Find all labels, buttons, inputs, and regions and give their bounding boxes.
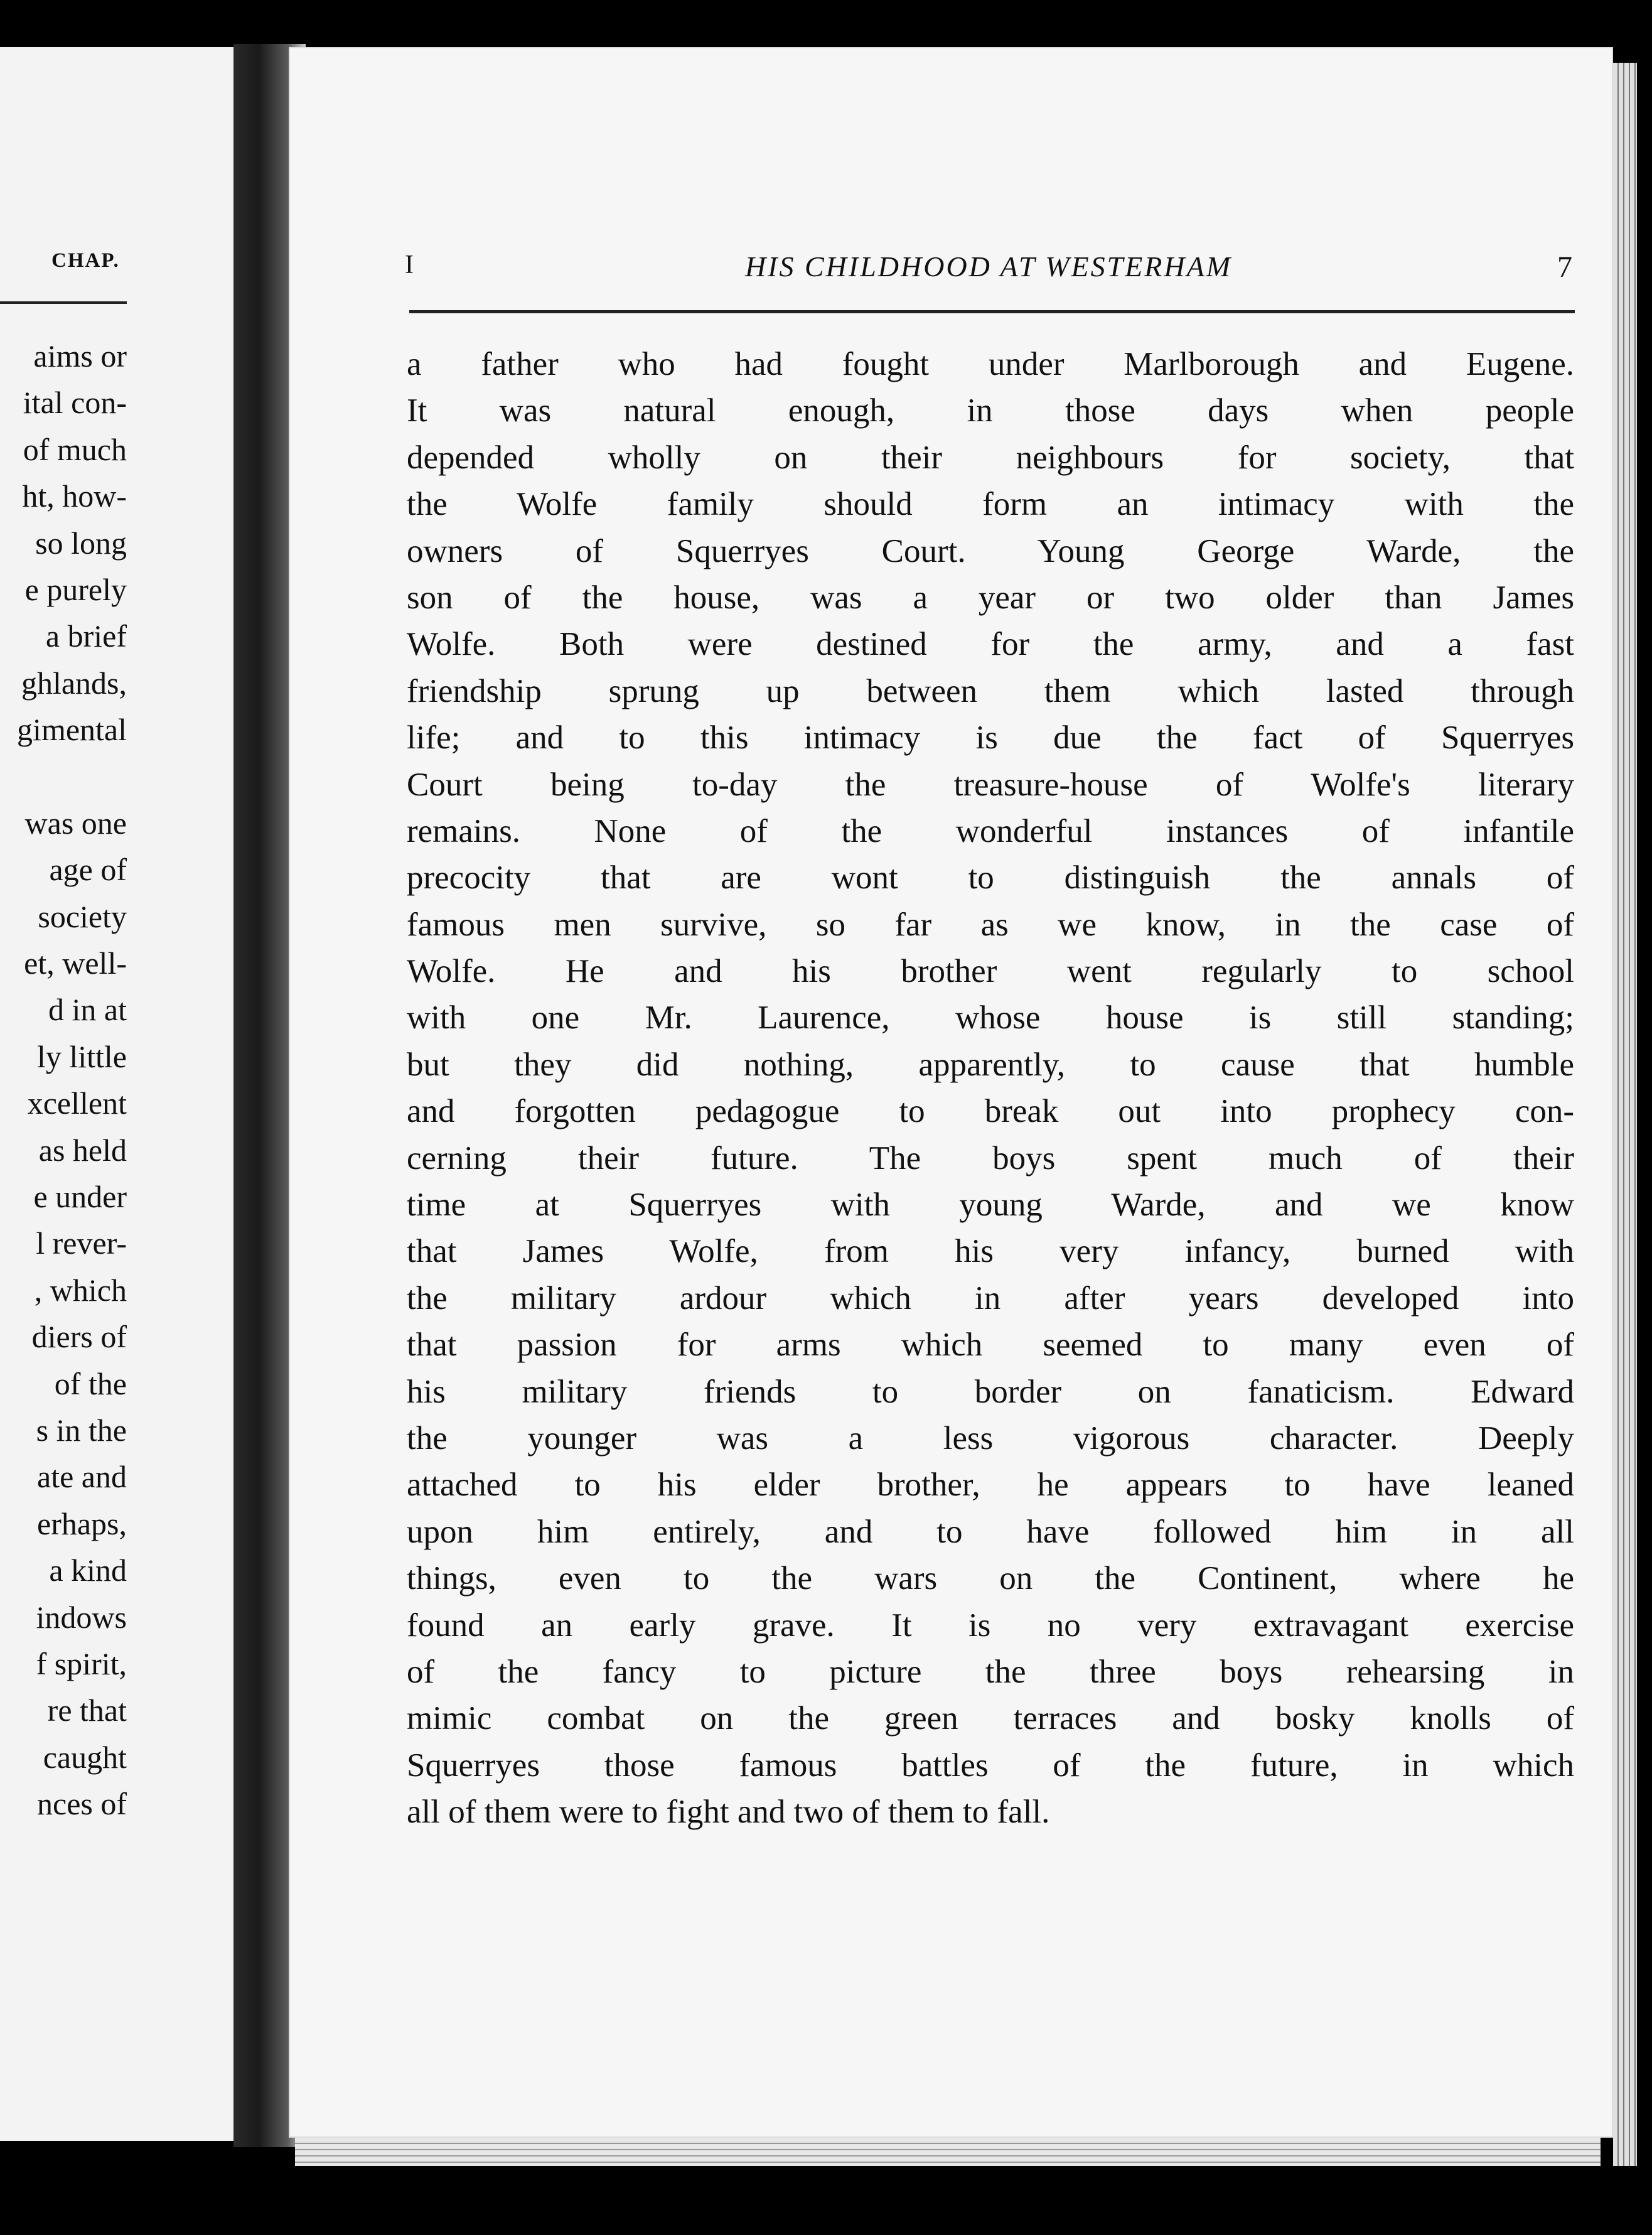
left-text-line: of the bbox=[54, 1365, 127, 1401]
text-line: found an early grave. It is no very extravagant exercise bbox=[407, 1607, 1574, 1644]
text-line: but they did nothing, apparently, to cause that humble bbox=[407, 1046, 1574, 1083]
left-text-line: re that bbox=[47, 1693, 127, 1728]
text-line: Wolfe. Both were destined for the army, and a fast bbox=[407, 626, 1574, 663]
left-text-line: xcellent bbox=[27, 1085, 127, 1121]
left-text-line: erhaps, bbox=[37, 1505, 127, 1541]
text-line: It was natural enough, in those days when people bbox=[407, 392, 1574, 429]
text-line: and forgotten pedagogue to break out into prophecy con- bbox=[407, 1093, 1574, 1130]
left-text-line: ital con- bbox=[23, 385, 127, 421]
text-line: famous men survive, so far as we know, in the case of bbox=[407, 906, 1574, 943]
text-line: the younger was a less vigorous character. Deeply bbox=[407, 1419, 1574, 1457]
left-text-line: age of bbox=[49, 852, 127, 888]
left-text-line: aims or bbox=[33, 338, 127, 374]
left-page-text bbox=[17, 333, 127, 1828]
left-text-line: et, well- bbox=[24, 945, 127, 981]
text-line: life; and to this intimacy is due the fact of Squerryes bbox=[407, 719, 1574, 757]
left-text-line: d in at bbox=[48, 992, 127, 1028]
text-line: mimic combat on the green terraces and bosky knolls of bbox=[407, 1700, 1574, 1737]
text-line: his military friends to border on fanaticism. Edward bbox=[407, 1373, 1574, 1410]
text-line: with one Mr. Laurence, whose house is still standing; bbox=[407, 999, 1574, 1037]
text-line: Wolfe. He and his brother went regularly to school bbox=[407, 953, 1574, 990]
left-text-line: gimental bbox=[17, 712, 127, 748]
left-text-line: of much bbox=[23, 431, 127, 467]
page-number: 7 bbox=[1557, 250, 1572, 284]
body-text bbox=[407, 341, 1574, 1836]
text-line: of the fancy to picture the three boys rehearsing in bbox=[407, 1653, 1574, 1690]
text-line: the Wolfe family should form an intimacy with the bbox=[407, 486, 1574, 523]
left-text-line: ly little bbox=[36, 1038, 127, 1074]
left-text-line bbox=[17, 753, 127, 800]
left-text-line: indows bbox=[36, 1599, 127, 1635]
left-text-line: so long bbox=[35, 525, 127, 561]
running-head bbox=[405, 250, 1572, 288]
left-text-line: a kind bbox=[49, 1553, 127, 1588]
left-text-line: , which bbox=[34, 1272, 127, 1308]
text-line: upon him entirely, and to have followed him in all bbox=[407, 1513, 1574, 1550]
left-text-line: s in the bbox=[36, 1412, 127, 1448]
header-rule bbox=[409, 310, 1575, 313]
left-text-line: ate and bbox=[37, 1459, 127, 1495]
left-text-line: ghlands, bbox=[21, 665, 127, 701]
text-line: friendship sprung up between them which lasted through bbox=[407, 672, 1574, 709]
left-text-line: society bbox=[38, 898, 127, 934]
left-text-line: as held bbox=[38, 1132, 127, 1168]
text-line: things, even to the wars on the Continent, where he bbox=[407, 1560, 1574, 1597]
left-text-line: e under bbox=[33, 1179, 127, 1215]
text-line: a father who had fought under Marlborough and Eugene. bbox=[407, 346, 1574, 382]
left-text-line: diers of bbox=[31, 1319, 127, 1355]
text-line: precocity that are wont to distinguish the annals of bbox=[407, 859, 1574, 897]
text-line: Court being to-day the treasure-house of Wolfe's literary bbox=[407, 766, 1574, 803]
left-text-line: a brief bbox=[45, 618, 127, 654]
left-text-line: l rever- bbox=[36, 1225, 127, 1261]
left-header-rule bbox=[0, 301, 127, 304]
left-text-line: was one bbox=[24, 805, 127, 841]
text-line: depended wholly on their neighbours for society, that bbox=[407, 439, 1574, 476]
left-text-line: ht, how- bbox=[22, 478, 127, 514]
left-facing-page bbox=[0, 47, 233, 2141]
chapter-number: I bbox=[405, 250, 414, 279]
left-running-head: CHAP. bbox=[51, 249, 120, 272]
running-title: HIS CHILDHOOD AT WESTERHAM bbox=[744, 250, 1233, 283]
text-line: all of them were to fight and two of them to fall. bbox=[407, 1794, 1050, 1831]
text-line: son of the house, was a year or two older than James bbox=[407, 579, 1574, 616]
page-edge-stack bbox=[1613, 63, 1637, 2166]
page-bottom-stack bbox=[295, 2138, 1601, 2166]
text-line: owners of Squerryes Court. Young George Warde, the bbox=[407, 532, 1574, 569]
text-line: cerning their future. The boys spent much of their bbox=[407, 1139, 1574, 1177]
text-line: that James Wolfe, from his very infancy, burned with bbox=[407, 1233, 1574, 1270]
left-text-line: nces of bbox=[37, 1786, 127, 1822]
left-text-line: caught bbox=[43, 1739, 127, 1775]
right-page bbox=[289, 47, 1613, 2138]
left-text-line: f spirit, bbox=[36, 1645, 127, 1681]
text-line: time at Squerryes with young Warde, and we know bbox=[407, 1187, 1574, 1224]
left-text-line: e purely bbox=[24, 571, 127, 607]
text-line: the military ardour which in after years developed into bbox=[407, 1279, 1574, 1317]
text-line: attached to his elder brother, he appears to have leaned bbox=[407, 1467, 1574, 1504]
text-line: that passion for arms which seemed to many even of bbox=[407, 1327, 1574, 1364]
text-line: remains. None of the wonderful instances of infantile bbox=[407, 812, 1574, 849]
text-line: Squerryes those famous battles of the future, in which bbox=[407, 1747, 1574, 1784]
